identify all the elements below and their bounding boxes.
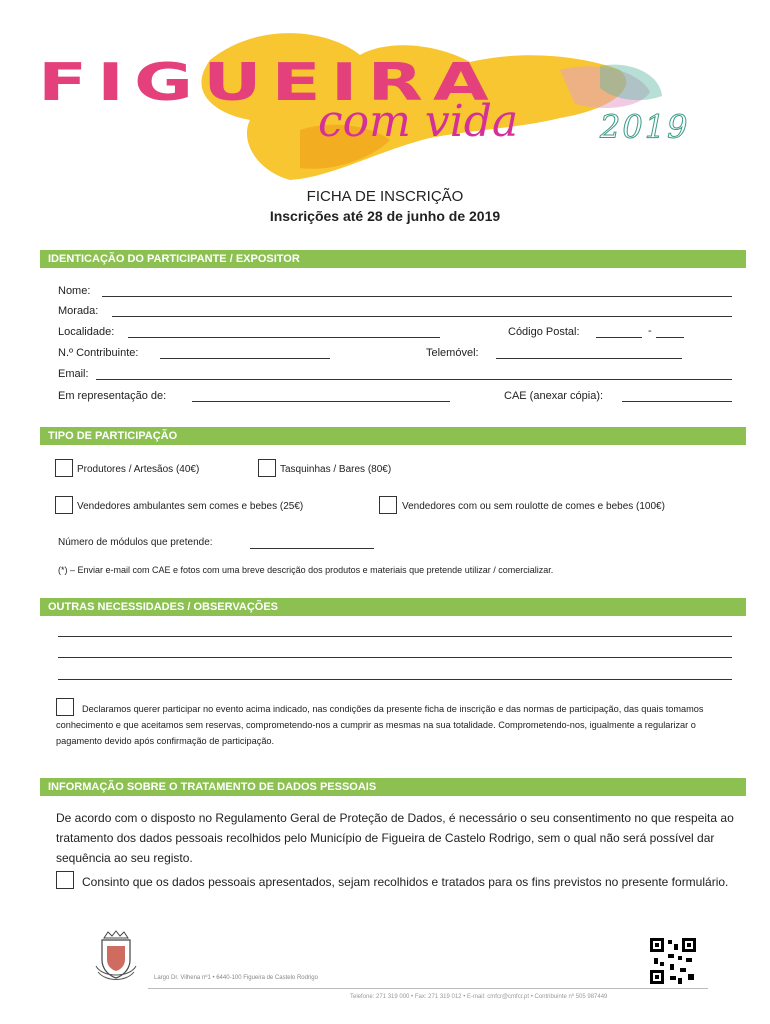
roulotte-checkbox[interactable] <box>379 496 397 514</box>
codigo-postal-separator: - <box>648 325 652 337</box>
logo-title: FIGUEIRA <box>38 51 499 113</box>
footer-address: Largo Dr. Vilhena nº1 • 6440-100 Figueira de Castelo Rodrigo <box>154 975 318 981</box>
cae-field[interactable] <box>622 401 732 402</box>
codigo-postal-field-1[interactable] <box>596 337 642 338</box>
email-label: Email: <box>58 368 89 380</box>
section-participant: IDENTICAÇÃO DO PARTICIPANTE / EXPOSITOR <box>40 250 746 268</box>
cae-label: CAE (anexar cópia): <box>504 390 604 402</box>
representacao-field[interactable] <box>192 401 450 402</box>
localidade-label: Localidade: <box>58 326 115 338</box>
modulos-field[interactable] <box>250 548 374 549</box>
form-title: FICHA DE INSCRIÇÃO <box>306 188 464 205</box>
produtores-checkbox[interactable] <box>55 459 73 477</box>
declaration-text <box>56 701 722 749</box>
nome-label: Nome: <box>58 285 91 297</box>
email-field[interactable] <box>96 379 732 380</box>
observacoes-line-3[interactable] <box>58 679 732 680</box>
nome-field[interactable] <box>102 296 732 297</box>
contribuinte-label: N.º Contribuinte: <box>58 347 139 359</box>
morada-field[interactable] <box>112 316 732 317</box>
consent-body: Consinto que os dados pessoais apresentados, sejam recolhidos e tratados para os fins previstos no presente formulário. <box>82 875 729 889</box>
consent-text <box>56 872 736 892</box>
ambulantes-checkbox[interactable] <box>55 496 73 514</box>
privacy-text: De acordo com o disposto no Regulamento Geral de Proteção de Dados, é necessário o seu consentimento no que respeita ao tratamento dos dados pessoais recolhidos pelo Município de Figueira de Castelo Rodrigo, sem o qual não será possível dar sequência ao seu registo. <box>56 811 734 865</box>
logo-subtitle: com vida <box>318 96 519 147</box>
declaration-body: Declaramos querer participar no evento acima indicado, nas condições da presente ficha de inscrição e das normas de participação, das quais tomamos conhecimento e que aceitamos sem reservas, comprometendo-nos a cumprir as mesmas na sua totalidade. Comprometendo-nos, igualmente a regularizar o pagamento devido após confirmação de participação. <box>56 704 704 746</box>
contribuinte-field[interactable] <box>160 358 330 359</box>
representacao-label: Em representação de: <box>58 390 167 402</box>
header-banner <box>0 0 770 190</box>
telemovel-label: Telemóvel: <box>426 347 479 359</box>
morada-label: Morada: <box>58 305 99 317</box>
footer-divider <box>148 988 708 989</box>
tasquinhas-checkbox[interactable] <box>258 459 276 477</box>
modulos-label: Número de módulos que pretende: <box>58 537 213 548</box>
observacoes-line-2[interactable] <box>58 657 732 658</box>
localidade-field[interactable] <box>128 337 440 338</box>
section-other: OUTRAS NECESSIDADES / OBSERVAÇÕES <box>40 598 746 616</box>
municipal-crest-icon <box>92 930 140 984</box>
telemovel-field[interactable] <box>496 358 682 359</box>
form-subtitle: Inscrições até 28 de junho de 2019 <box>269 208 501 224</box>
qr-code-icon <box>650 938 696 984</box>
footer-contacts: Telefone: 271 319 000 • Fax: 271 319 012 • E-mail: cmfcr@cmfcr.pt • Contribuinte nº 505 987449 <box>350 994 608 1000</box>
ambulantes-label: Vendedores ambulantes sem comes e bebes (25€) <box>77 501 304 512</box>
produtores-label: Produtores / Artesãos (40€) <box>77 464 200 475</box>
section-privacy: INFORMAÇÃO SOBRE O TRATAMENTO DE DADOS PESSOAIS <box>40 778 746 796</box>
codigo-postal-label: Código Postal: <box>508 326 580 338</box>
observacoes-line-1[interactable] <box>58 636 732 637</box>
section-participation: TIPO DE PARTICIPAÇÃO <box>40 427 746 445</box>
logo-year: 2019 <box>600 108 690 146</box>
tasquinhas-label: Tasquinhas / Bares (80€) <box>280 464 392 475</box>
note-text: (*) – Enviar e-mail com CAE e fotos com uma breve descrição dos produtos e materiais que pretende utilizar / comercializar. <box>58 565 554 575</box>
roulotte-label: Vendedores com ou sem roulotte de comes e bebes (100€) <box>402 501 665 512</box>
codigo-postal-field-2[interactable] <box>656 337 684 338</box>
